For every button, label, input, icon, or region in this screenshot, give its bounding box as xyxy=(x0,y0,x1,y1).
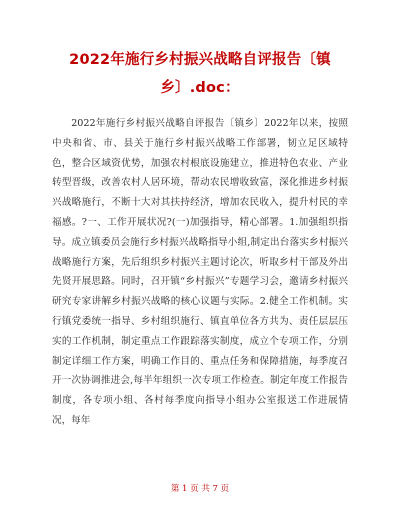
document-body: 2022年施行乡村振兴战略自评报告〔镇乡〕2022年以来，按照中央和省、市、县关于施行乡村振兴战略工作部署，韧立足区域特色，整合区域资优势，加强农村根底设施建立，推进特色农业、产业转型晋级，改善农村人居环境，帮动农民增收致富，深化推进乡村振兴战略施行，不断十大对其扶持经济，增加农民收入，提升村民的幸福感。?一、工作开展状况?(一)加强指导，精心部署。1.加强组织指导。成立镇委员会施行乡村振兴战略指导小组,制定出台落实乡村振兴战略施行方案，先后组织乡村振兴主题讨论次，听取乡村干部及外出先贤开展思路。同时，召开镇“乡村振兴”专题学习会，邀请乡村振兴研究专家讲解乡村振兴战略的核心议题与实际。2.健全工作机制。实行镇党委统一指导、乡村组织施行、镇直单位各方共为、责任层层压实的工作机制，制定重点工作跟踪落实制度，成立个专项工作，分别制定详细工作方案，明确工作目的、重点任务和保障措施，每季度召开一次协调推进会,每半年组织一次专项工作检查。制定年度工作报告制度，各专项小组、各村每季度向指导小组办公室报送工作进展情况，每年 xyxy=(52,118,348,426)
document-title: 2022年施行乡村振兴战略自评报告〔镇乡〕.doc： xyxy=(69,52,331,96)
page-number: 第 1 页 共 7 页 xyxy=(170,484,230,494)
